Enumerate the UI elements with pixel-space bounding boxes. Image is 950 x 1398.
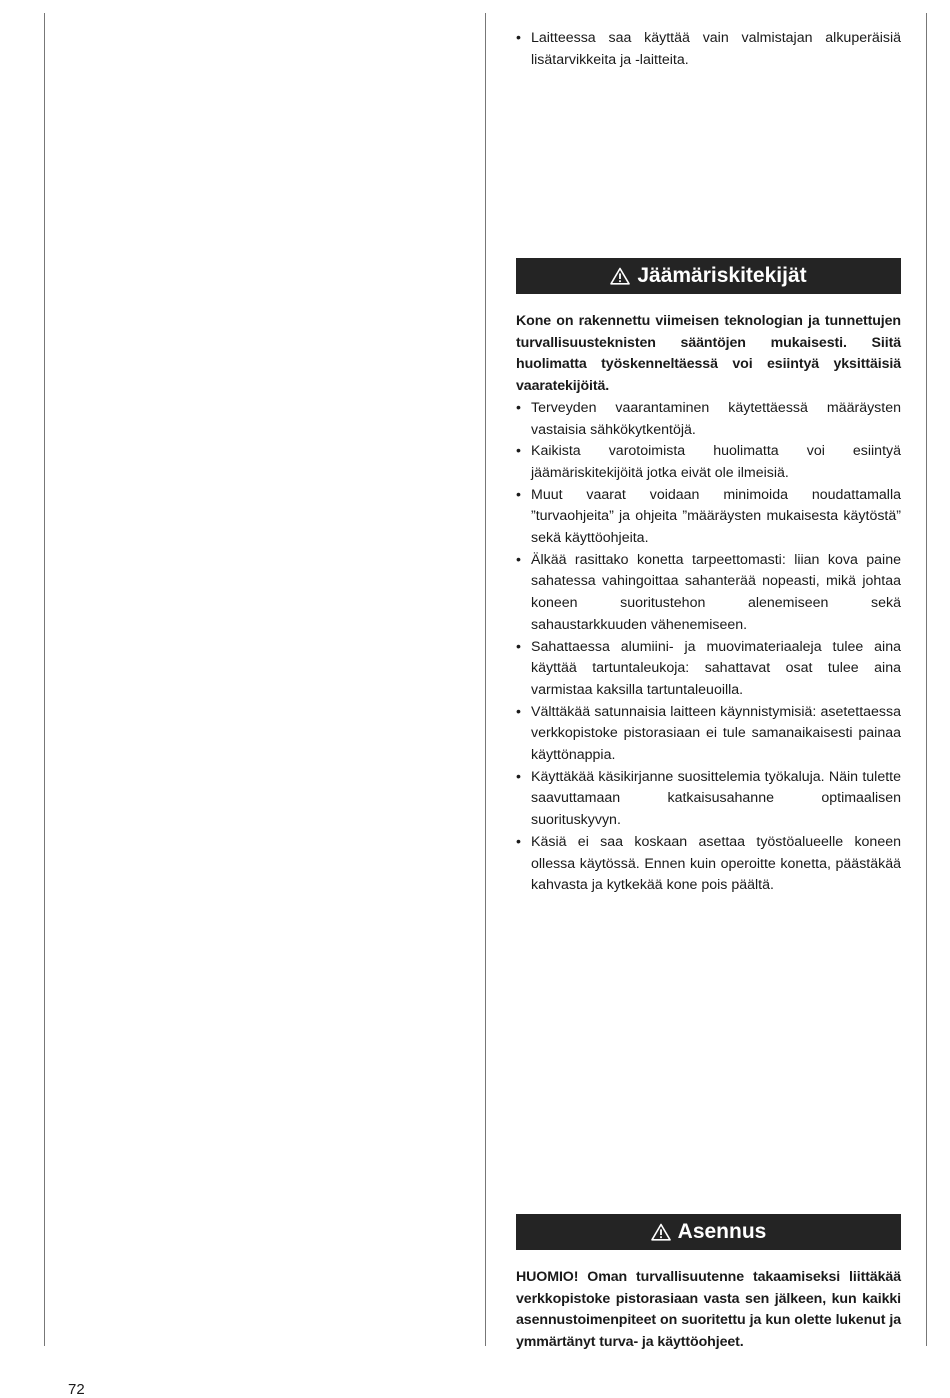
left-margin-rule — [44, 13, 45, 1346]
top-section — [516, 28, 901, 71]
list-item: • Kaikista varotoimista huolimatta voi esiintyä jäämäriskitekijöitä jotka eivät ole ilmeisiä. — [516, 441, 901, 484]
installation-section — [516, 1267, 901, 1354]
column-divider-rule — [485, 13, 486, 1346]
right-margin-rule — [926, 13, 927, 1346]
list-item: • Käyttäkää käsikirjanne suosittelemia työkaluja. Näin tulette saavuttamaan katkaisusahanne optimaalisen suorituskyvyn. — [516, 767, 901, 832]
list-item: • Muut vaarat voidaan minimoida noudattamalla ”turvaohjeita” ja ohjeita ”määräysten mukaisesta käytöstä” sekä käyttöohjeita. — [516, 485, 901, 550]
intro-paragraph: Kone on rakennettu viimeisen teknologian ja tunnettujen turvallisuusteknisten sääntöjen mukaisesti. Siitä huolimatta työskenneltäessä voi esiintyä yksittäisiä vaaratekijöitä. — [516, 313, 901, 395]
top-bullet-list — [516, 28, 901, 71]
residual-risks-list — [516, 398, 901, 897]
warning-triangle-icon — [610, 267, 630, 285]
list-item: • Sahattaessa alumiini- ja muovimateriaaleja tulee aina käyttää tartuntaleukoja: sahattavat osat tulee aina varmistaa kaksilla tartuntaleuoilla. — [516, 637, 901, 702]
list-item: • Älkää rasittako konetta tarpeettomasti: liian kova paine sahatessa vahingoittaa sahanterää nopeasti, mikä johtaa koneen suoritustehon alenemiseen sekä sahaustarkkuuden vähenemiseen. — [516, 550, 901, 637]
list-item: • Terveyden vaarantaminen käytettäessä määräysten vastaisia sähkökytkentöjä. — [516, 398, 901, 441]
residual-risks-section — [516, 311, 901, 897]
residual-risks-heading — [516, 258, 901, 294]
page-number: 72 — [68, 1381, 85, 1398]
section-title: Jäämäriskitekijät — [637, 264, 807, 287]
section-title: Asennus — [677, 1220, 767, 1243]
list-item: • Käsiä ei saa koskaan asettaa työstöalueelle koneen ollessa käytössä. Ennen kuin operoitte konetta, päästäkää kahvasta ja kytkekää kone pois päältä. — [516, 832, 901, 897]
list-item: • Välttäkää satunnaisia laitteen käynnistymisiä: asetettaessa verkkopistoke pistorasiaan ei tule samanaikaisesti painaa käyttönappia. — [516, 702, 901, 767]
warning-triangle-icon — [651, 1223, 671, 1241]
notice-paragraph: HUOMIO! Oman turvallisuutenne takaamiseksi liittäkää verkkopistoke pistorasiaan vasta sen jälkeen, kun kaikki asennustoimenpiteet on suoritettu ja kun olette lukenut ja ymmärtänyt turva- ja käyttöohjeet. — [516, 1269, 901, 1351]
installation-heading — [516, 1214, 901, 1250]
list-item: • Laitteessa saa käyttää vain valmistajan alkuperäisiä lisätarvikkeita ja -laitteita. — [516, 28, 901, 71]
